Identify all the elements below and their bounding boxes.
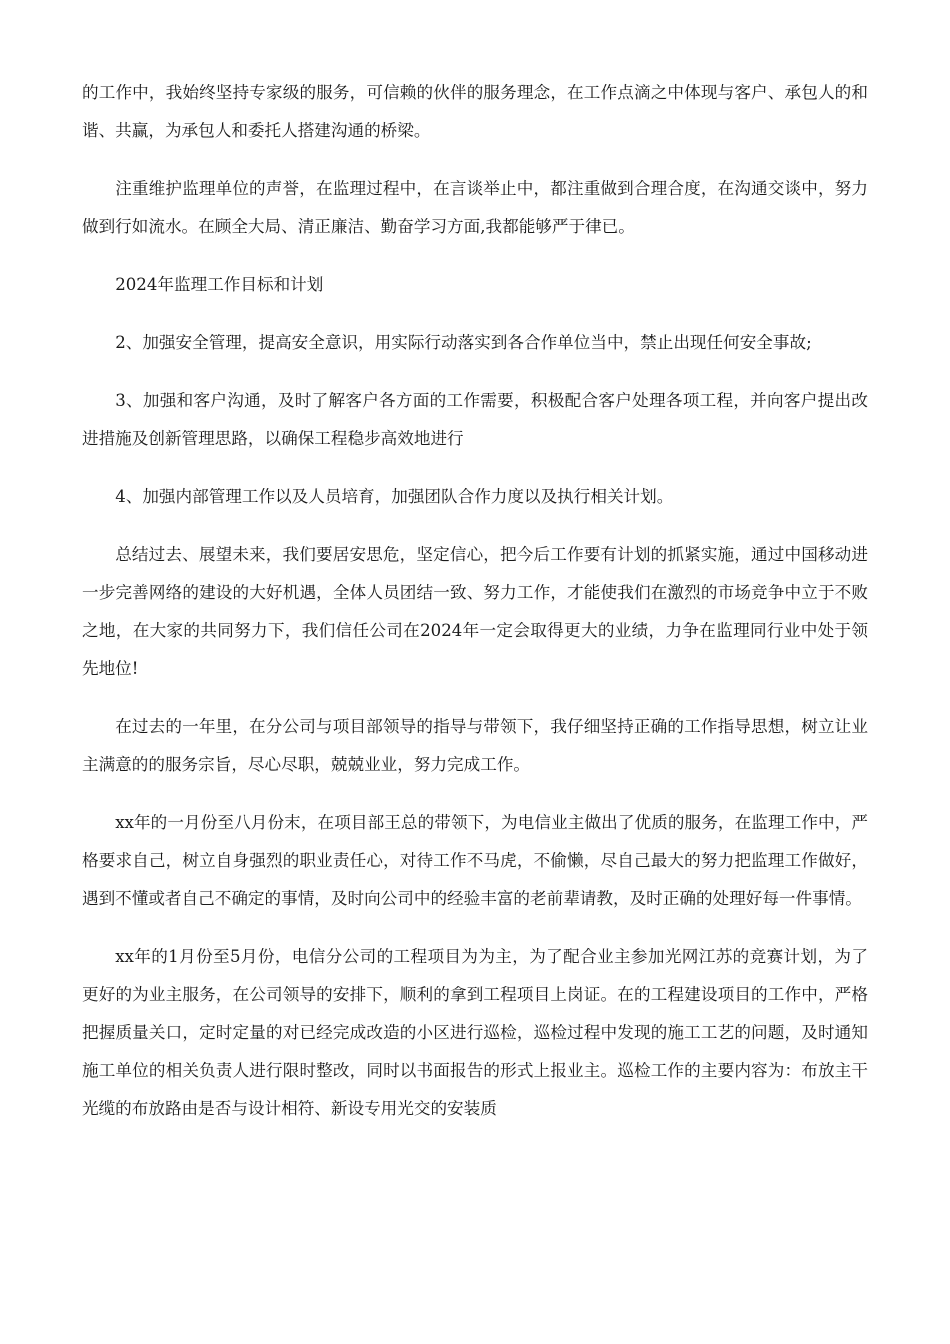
paragraph-goal-4: 4、加强内部管理工作以及人员培育，加强团队合作力度以及执行相关计划。 — [115, 487, 674, 506]
paragraph-2: 注重维护监理单位的声誉，在监理过程中，在言谈举止中，都注重做到合理合度，在沟通交谈中，努力做到行如流水。在顾全大局、清正廉洁、勤奋学习方面,我都能够严于律已。 — [82, 179, 868, 236]
paragraph-goal-3: 3、加强和客户沟通，及时了解客户各方面的工作需要，积极配合客户处理各项工程，并向客户提出改进措施及创新管理思路，以确保工程稳步高效地进行 — [82, 391, 868, 448]
paragraph-past-year: 在过去的一年里，在分公司与项目部领导的指导与带领下，我仔细坚持正确的工作指导思想，树立让业主满意的的服务宗旨，尽心尽职，兢兢业业，努力完成工作。 — [82, 717, 868, 774]
paragraph-1: 的工作中，我始终坚持专家级的服务，可信赖的伙伴的服务理念，在工作点滴之中体现与客户、承包人的和谐、共赢，为承包人和委托人搭建沟通的桥梁。 — [82, 83, 868, 140]
section-heading: 2024年监理工作目标和计划 — [115, 275, 324, 294]
paragraph-goal-2: 2、加强安全管理，提高安全意识，用实际行动落实到各合作单位当中，禁止出现任何安全事故; — [115, 333, 812, 352]
paragraph-summary: 总结过去、展望未来，我们要居安思危，坚定信心，把今后工作要有计划的抓紧实施，通过中国移动进一步完善网络的建设的大好机遇，全体人员团结一致、努力工作，才能使我们在激烈的市场竞争中立于不败之地，在大家的共同努力下，我们信任公司在2024年一定会取得更大的业绩，力争在监理同行业中处于领先地位! — [82, 545, 868, 678]
paragraph-jan-may: xx年的1月份至5月份，电信分公司的工程项目为为主，为了配合业主参加光网江苏的竞赛计划，为了更好的为业主服务，在公司领导的安排下，顺利的拿到工程项目上岗证。在的工程建设项目的工作中，严格把握质量关口，定时定量的对已经完成改造的小区进行巡检，巡检过程中发现的施工工艺的问题，及时通知施工单位的相关负责人进行限时整改，同时以书面报告的形式上报业主。巡检工作的主要内容为：布放主干光缆的布放路由是否与设计相符、新设专用光交的安装质 — [82, 947, 868, 1118]
document-body — [82, 74, 868, 1148]
paragraph-jan-aug: xx年的一月份至八月份末，在项目部王总的带领下，为电信业主做出了优质的服务，在监理工作中，严格要求自己，树立自身强烈的职业责任心，对待工作不马虎，不偷懒，尽自己最大的努力把监理工作做好，遇到不懂或者自己不确定的事情，及时向公司中的经验丰富的老前辈请教，及时正确的处理好每一件事情。 — [82, 813, 868, 908]
